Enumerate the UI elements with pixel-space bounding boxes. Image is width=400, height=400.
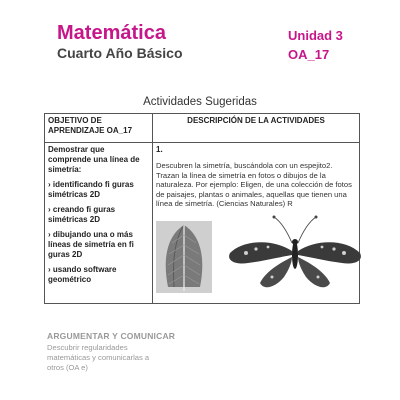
feather-photo — [156, 221, 212, 293]
skill-title: ARGUMENTAR Y COMUNICAR — [47, 331, 176, 341]
section-title: Actividades Sugeridas — [143, 96, 257, 108]
objective-intro: Demostrar que comprende una línea de simetría: — [48, 145, 140, 174]
subject-title: Matemática — [57, 22, 166, 44]
skill-description: Descubrir regularidades matemáticas y comunicarlas a otros (OA e) — [47, 343, 150, 372]
objective-cell — [45, 143, 153, 304]
butterfly-photo — [224, 213, 366, 297]
grade-subtitle: Cuarto Año Básico — [57, 45, 183, 61]
activity-number: 1. — [156, 145, 163, 154]
table-row — [45, 143, 360, 304]
objective-item: › creando fi guras simétricas 2D — [48, 205, 116, 224]
activity-text: Descubren la simetría, buscándola con un espejito2. Trazan la línea de simetría en fotos o dibujos de la naturaleza. Por ejemplo: Eligen, de una colección de fotos de paisajes, plantas o animales, aquellas que tienen una línea de simetría. (Ciencias Naturales) R — [156, 161, 352, 209]
description-cell — [153, 143, 360, 304]
objective-item: › dibujando una o más líneas de simetría en fi guras 2D — [48, 230, 134, 259]
unit-label: Unidad 3 — [288, 28, 343, 43]
objective-item: › identificando fi guras simétricas 2D — [48, 180, 134, 199]
table-header-row — [45, 114, 360, 143]
objective-code: OA_17 — [288, 47, 330, 62]
activity-images — [156, 221, 356, 301]
description-column-header: DESCRIPCIÓN DE LA ACTIVIDADES — [153, 114, 360, 143]
objective-column-header: OBJETIVO DE APRENDIZAJE OA_17 — [45, 114, 153, 143]
objective-item: › usando software geométrico — [48, 265, 117, 284]
activities-table — [44, 113, 360, 304]
